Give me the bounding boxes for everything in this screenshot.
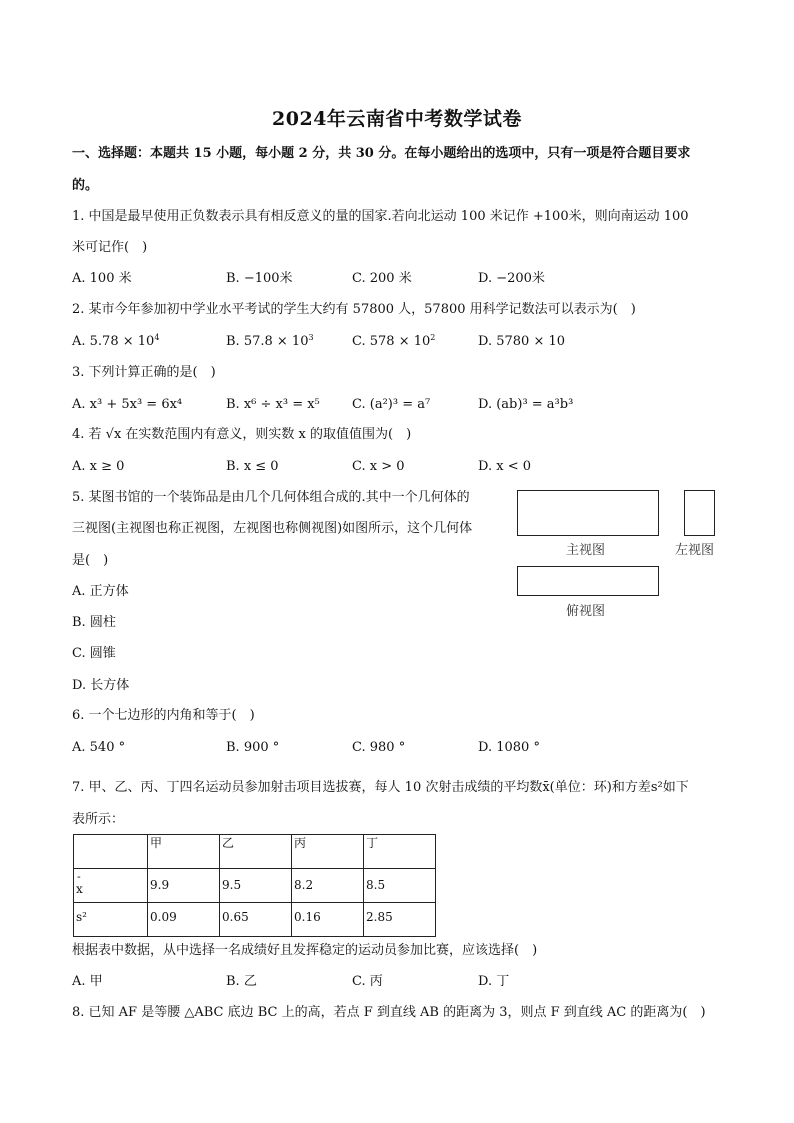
q5-stem: 5. 某图书馆的一个装饰品是由几个几何体组合成的.其中一个几何体的	[72, 490, 470, 505]
front-view-rect	[517, 490, 659, 536]
q6-option-c: C. 980 °	[352, 740, 406, 755]
q5-option-b: B. 圆柱	[72, 615, 116, 630]
table-cell: 0.09	[148, 903, 220, 937]
q1-stem: 1. 中国是最早使用正负数表示具有相反意义的量的国家.若向北运动 100 米记作 +100米，则向南运动 100	[72, 209, 689, 224]
table-cell: 9.9	[148, 869, 220, 903]
table-header-cell: 甲	[148, 835, 220, 869]
table-cell: 8.2	[292, 869, 364, 903]
q1-option-a: A. 100 米	[72, 271, 132, 286]
q2-stem: 2. 某市今年参加初中学业水平考试的学生大约有 57800 人，57800 用科学记数法可以表示为( )	[72, 302, 636, 317]
table-header-cell: 丁	[364, 835, 436, 869]
q7-option-d: D. 丁	[478, 974, 510, 989]
q7-option-b: B. 乙	[226, 974, 257, 989]
q7-option-c: C. 丙	[352, 974, 383, 989]
q4-stem: 4. 若 √x 在实数范围内有意义，则实数 x 的取值值围为( )	[72, 427, 412, 442]
q7-after-table: 根据表中数据，从中选择一名成绩好且发挥稳定的运动员参加比赛，应该选择( )	[72, 943, 538, 958]
q2-option-a: A. $5.78 \times 10^4$	[72, 333, 160, 349]
table-cell: 0.16	[292, 903, 364, 937]
table-cell: 2.85	[364, 903, 436, 937]
q3-option-d: D. (ab)³ = a³b³	[478, 397, 574, 412]
left-view-label: 左视图	[675, 543, 715, 558]
q6-option-a: A. 540 °	[72, 740, 126, 755]
q7-option-a: A. 甲	[72, 974, 103, 989]
table-cell: 0.65	[220, 903, 292, 937]
q5-stem-cont: 三视图(主视图也称正视图，左视图也称侧视图)如图所示，这个几何体	[72, 521, 473, 536]
q6-option-b: B. 900 °	[226, 740, 280, 755]
q1-option-c: C. 200 米	[352, 271, 412, 286]
table-header-cell: 乙	[220, 835, 292, 869]
table-row	[74, 903, 436, 937]
table-cell-label: - x	[74, 869, 148, 903]
q7-stem-cont: 表所示：	[72, 812, 125, 827]
q5-option-c: C. 圆锥	[72, 646, 116, 661]
q2-option-c: C. $578 \times 10^2$	[352, 333, 436, 349]
q8-stem: 8. 已知 AF 是等腰 △ABC 底边 BC 上的高，若点 F 到直线 AB 的距离为 3，则点 F 到直线 AC 的距离为( )	[72, 1005, 706, 1020]
q1-option-b: B. −100米	[226, 271, 293, 286]
table-header-cell	[74, 835, 148, 869]
table-row	[74, 869, 436, 903]
q5-stem-end: 是( )	[72, 553, 109, 568]
q5-option-a: A. 正方体	[72, 584, 129, 599]
top-view-label: 俯视图	[566, 604, 606, 619]
q7-stem: 7. 甲、乙、丙、丁四名运动员参加射击项目选拔赛，每人 10 次射击成绩的平均数x̄(单位：环)和方差s²如下	[72, 780, 689, 795]
score-table	[73, 834, 436, 937]
table-cell-label: s²	[74, 903, 148, 937]
page-title: 2024年云南省中考数学试卷	[272, 108, 522, 130]
q3-option-a: A. x³ + 5x³ = 6x⁴	[72, 397, 183, 412]
q1-option-d: D. −200米	[478, 271, 545, 286]
q3-stem: 3. 下列计算正确的是( )	[72, 365, 216, 380]
q2-option-d: D. 5780 × 10	[478, 334, 566, 349]
left-view-rect	[684, 490, 715, 536]
section-heading: 一、选择题：本题共 15 小题，每小题 2 分，共 30 分。在每小题给出的选项中，只有一项是符合题目要求	[72, 146, 691, 161]
table-header-row	[74, 835, 436, 869]
q4-option-a: A. x ≥ 0	[72, 459, 125, 474]
table-cell: 9.5	[220, 869, 292, 903]
q5-option-d: D. 长方体	[72, 678, 130, 693]
front-view-label: 主视图	[566, 543, 606, 558]
table-header-cell: 丙	[292, 835, 364, 869]
q4-option-c: C. x > 0	[352, 459, 405, 474]
q6-stem: 6. 一个七边形的内角和等于( )	[72, 708, 255, 723]
q3-option-b: B. x⁶ ÷ x³ = x⁵	[226, 397, 320, 412]
q3-option-c: C. (a²)³ = a⁷	[352, 397, 431, 412]
q6-option-d: D. 1080 °	[478, 740, 540, 755]
table-cell: 8.5	[364, 869, 436, 903]
q2-option-b: B. $57.8 \times 10^3$	[226, 333, 314, 349]
section-heading-cont: 的。	[72, 178, 99, 193]
q4-option-d: D. x < 0	[478, 459, 531, 474]
q1-stem-cont: 米可记作( )	[72, 240, 148, 255]
q4-option-b: B. x ≤ 0	[226, 459, 279, 474]
top-view-rect	[517, 566, 659, 596]
